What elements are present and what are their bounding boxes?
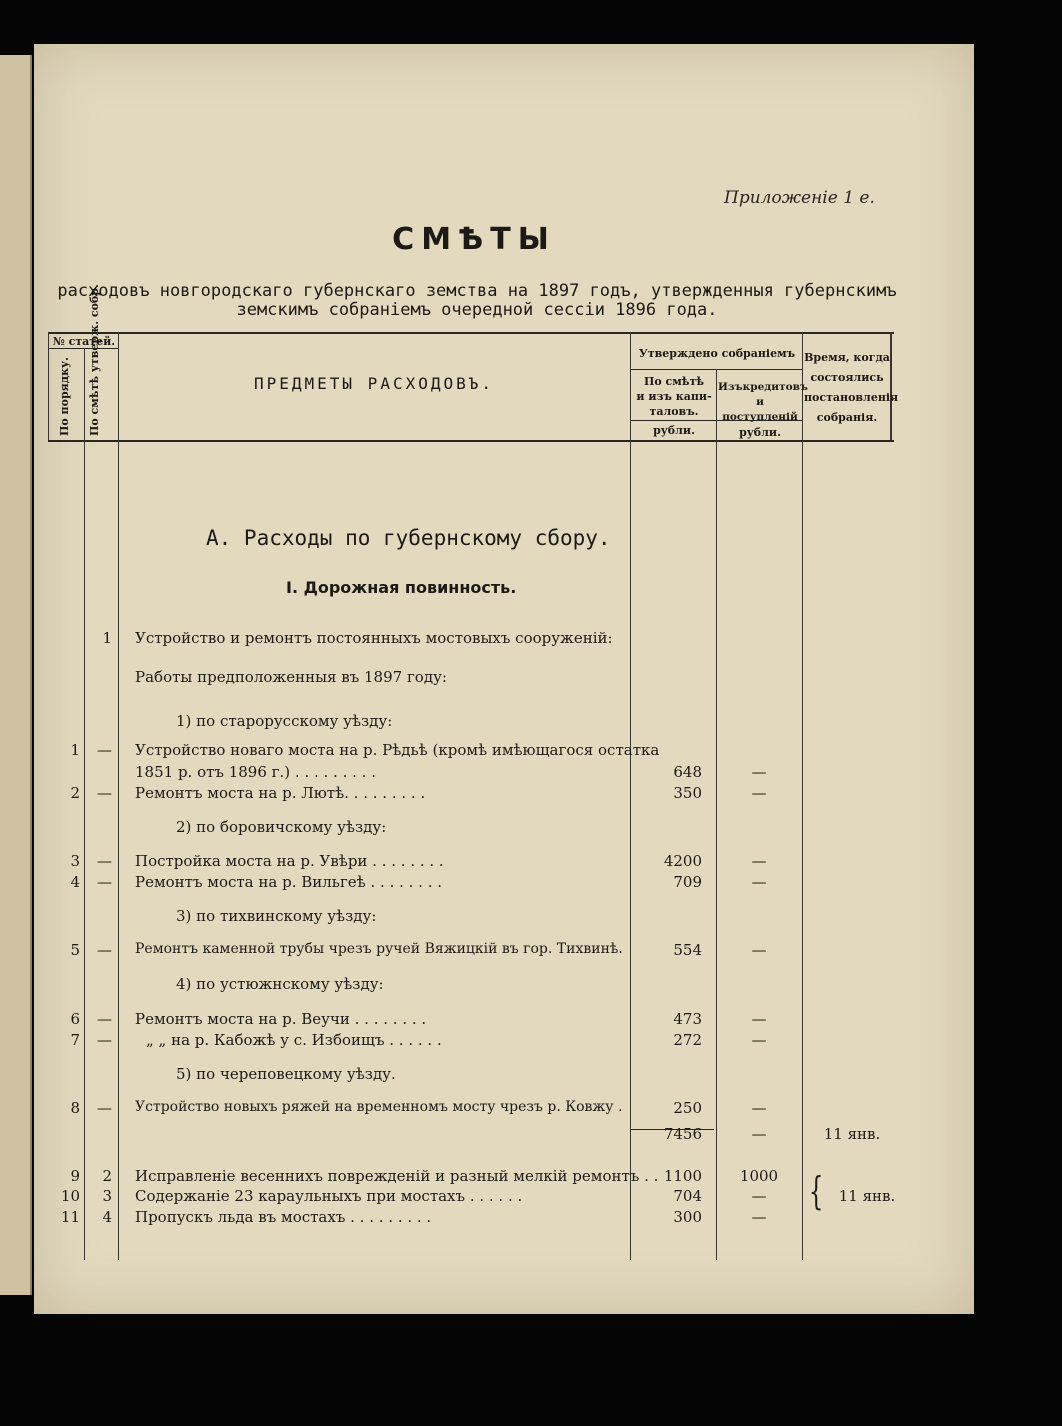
header-by-estimate: По смѣтѣ утверж. собр. xyxy=(88,284,101,436)
header-rubles-1: рубли. xyxy=(653,424,695,437)
table-row: 11 4 Пропускъ льда въ мостахъ . . . . . . . . . 300 — xyxy=(60,1208,767,1226)
table-row: 2 — Ремонтъ моста на р. Лютѣ. . . . . . . . . 350 — xyxy=(70,784,767,802)
header-col-estimate: По смѣтѣ и изъ капи- таловъ. xyxy=(636,375,712,418)
section-1-heading: I. Дорожная повинность. xyxy=(286,578,517,597)
table-row: 9 2 Исправленіе весеннихъ поврежденій и разный мелкій ремонтъ . . 1100 1000 xyxy=(70,1167,779,1185)
table-row: 1 Устройство и ремонтъ постоянныхъ мостовыхъ сооруженій: xyxy=(102,629,613,647)
table-row: 3 — Постройка моста на р. Увѣри . . . . . . . . 4200 — xyxy=(70,852,767,870)
table-row: 7456 — 11 янв. xyxy=(663,1125,881,1143)
header-time: Время, когда состоялись постановленія собранія. xyxy=(804,351,899,424)
table-row: 4) по устюжнскому уѣзду: xyxy=(176,975,384,993)
page-title: СМѢТЫ xyxy=(392,222,556,257)
table-row: 7 — „ „ на р. Кабожѣ у с. Избоищъ . . . . . . 272 — xyxy=(70,1031,767,1049)
brace-mark: { xyxy=(808,1169,824,1213)
table-row: 3) по тихвинскому уѣзду: xyxy=(176,907,377,925)
header-col-credit: Изъкредитовъ и поступленій xyxy=(718,381,808,423)
table-row: 1851 р. отъ 1896 г.) . . . . . . . . . 648 — xyxy=(135,763,767,781)
page-subtitle xyxy=(52,282,902,320)
appendix-label: Приложеніе 1 е. xyxy=(724,188,875,208)
header-approved: Утверждено собраніемъ xyxy=(638,347,796,360)
table-row: 8 — Устройство новыхъ ряжей на временномъ мосту чрезъ р. Ковжу . 250 — xyxy=(70,1099,767,1117)
header-articles: № статей. xyxy=(52,335,116,348)
table-row: 2) по боровичскому уѣзду: xyxy=(176,818,387,836)
table-row: 5 — Ремонтъ каменной трубы чрезъ ручей Вяжицкій въ гор. Тихвинѣ. 554 — xyxy=(70,941,767,959)
table-row: 10 3 Содержаніе 23 караульныхъ при мостахъ . . . . . . 704 — 11 янв. xyxy=(60,1187,896,1205)
previous-page-edge xyxy=(0,55,32,1295)
document-page xyxy=(34,44,974,1314)
table-row: 1 — Устройство новаго моста на р. Рѣдьѣ (кромѣ имѣющагося остатка xyxy=(70,741,660,759)
header-rubles-2: рубли. xyxy=(739,426,781,439)
subtitle-line-2: земскимъ собраніемъ очередной сессіи 1896 года. xyxy=(236,300,718,320)
table-row: Работы предположенныя въ 1897 году: xyxy=(135,668,447,686)
table-row: 4 — Ремонтъ моста на р. Вильгеѣ . . . . . . . . 709 — xyxy=(70,873,767,891)
table-row: 6 — Ремонтъ моста на р. Веучи . . . . . . . . 473 — xyxy=(70,1010,767,1028)
header-by-order: По порядку. xyxy=(58,357,71,436)
table-row: 1) по старорусскому уѣзду: xyxy=(176,712,393,730)
table-row: 5) по череповецкому уѣзду. xyxy=(176,1065,396,1083)
section-a-heading: А. Расходы по губернскому сбору. xyxy=(206,526,611,550)
subtitle-line-1: расходовъ новгородскаго губернскаго земства на 1897 годъ, утвержденныя губернскимъ xyxy=(57,281,897,301)
header-subjects: ПРЕДМЕТЫ РАСХОДОВЪ. xyxy=(253,374,495,393)
